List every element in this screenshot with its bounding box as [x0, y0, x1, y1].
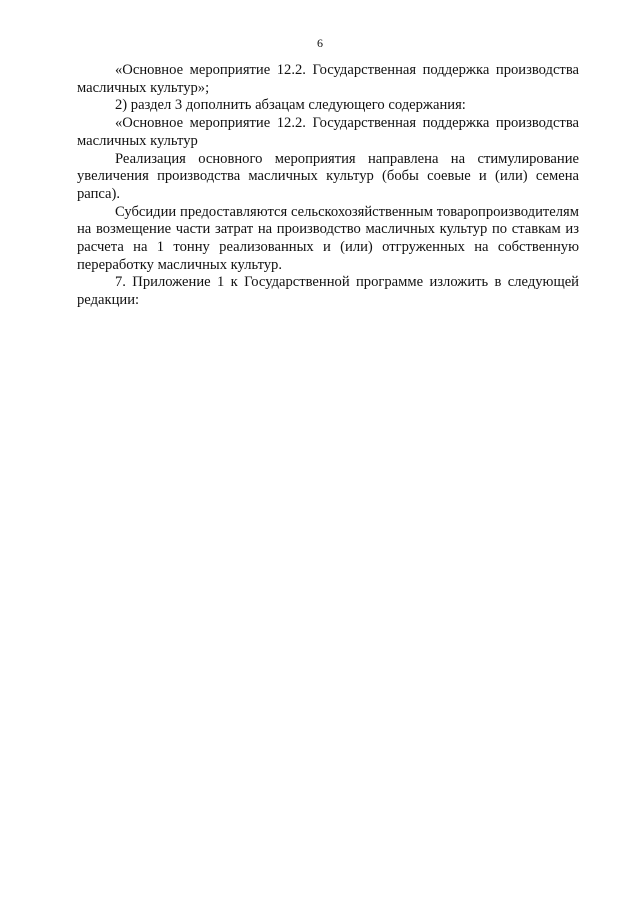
paragraph-measure-title-repeat: «Основное мероприятие 12.2. Государственная поддержка производства масличных культур [77, 115, 579, 149]
paragraph-subsidies: Субсидии предоставляются сельскохозяйственным товаропроизводителям на возмещение части затрат на производство масличных культур по ставкам из расчета на 1 тонну реализованных и (или) отгруженных на собственную переработку масличных культур. [77, 203, 579, 273]
page-number: 6 [317, 36, 323, 50]
paragraph-section-amendment: 2) раздел 3 дополнить абзацам следующего содержания: [115, 97, 466, 114]
document-body [77, 62, 579, 310]
paragraph-measure-description: Реализация основного мероприятия направлена на стимулирование увеличения производства масличных культур (бобы соевые и (или) семена рапса). [77, 150, 579, 202]
paragraph-measure-title: «Основное мероприятие 12.2. Государственная поддержка производства масличных культур»; [77, 62, 579, 96]
paragraph-appendix-amendment: 7. Приложение 1 к Государственной программе изложить в следующей редакции: [77, 274, 579, 309]
